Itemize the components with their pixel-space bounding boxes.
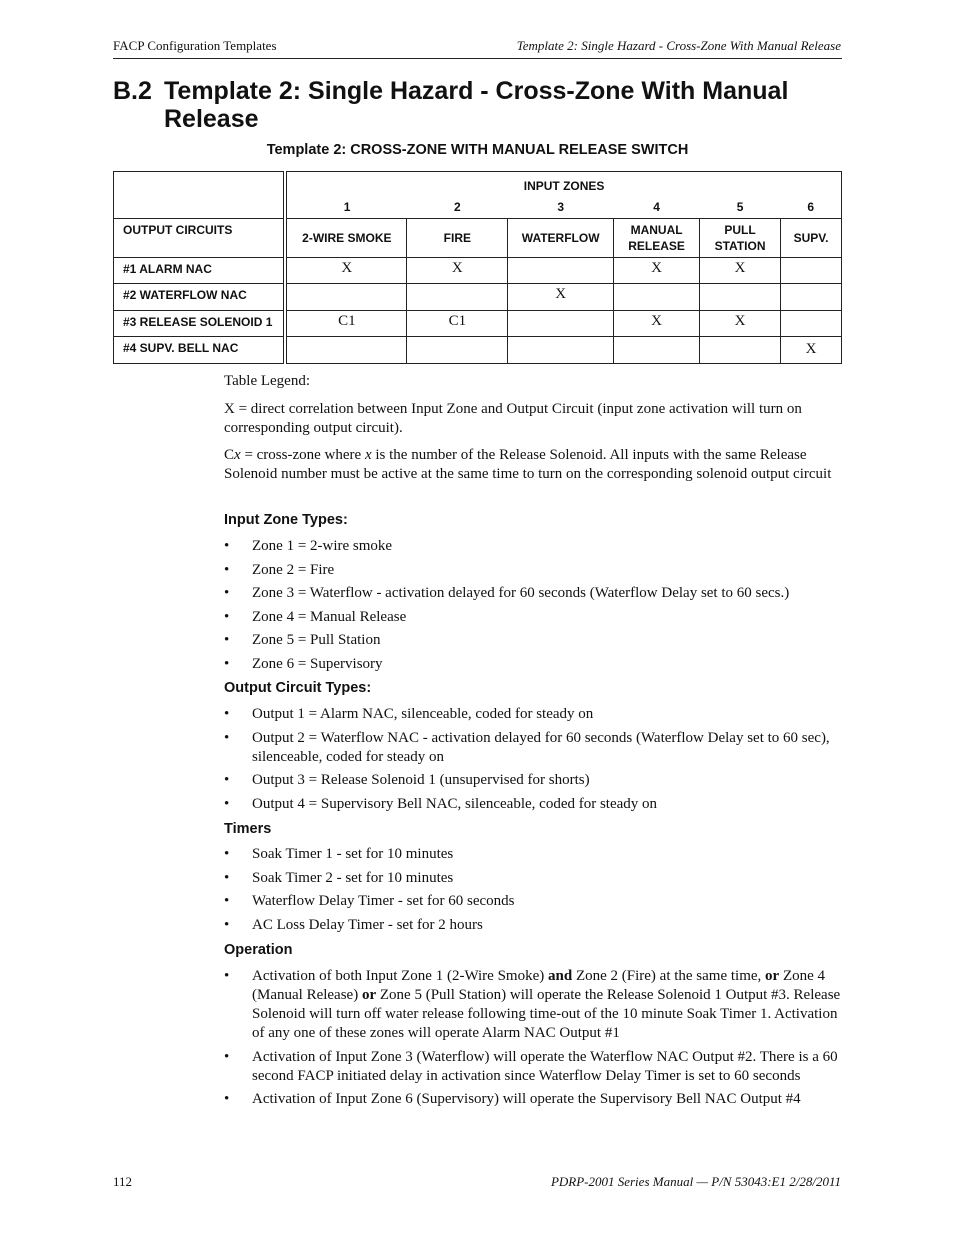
list-item: • Output 3 = Release Solenoid 1 (unsupervised for shorts) xyxy=(224,772,590,788)
list-item: • Zone 6 = Supervisory xyxy=(224,655,383,672)
table-row xyxy=(114,258,842,284)
table-cell: C1 xyxy=(407,311,508,337)
table-cell xyxy=(508,258,614,284)
list-item: • Soak Timer 1 - set for 10 minutes xyxy=(224,846,454,862)
table-row xyxy=(114,337,842,364)
running-header-left: FACP Configuration Templates xyxy=(113,38,277,53)
table-cell: X xyxy=(614,311,700,337)
zone-number: 4 xyxy=(614,196,700,219)
output-circuits-heading: OUTPUT CIRCUITS xyxy=(114,219,286,258)
table-caption: Template 2: CROSS-ZONE WITH MANUAL RELEASE SWITCH xyxy=(266,142,689,158)
operation-list xyxy=(224,967,844,1114)
table-cell: X xyxy=(614,258,700,284)
page-number: 112 xyxy=(113,1174,133,1189)
output-circuit-types-heading: Output Circuit Types: xyxy=(224,680,372,696)
zone-name: MANUAL RELEASE xyxy=(614,219,700,258)
corner-cell xyxy=(114,196,286,219)
output-circuit-label: #4 SUPV. BELL NAC xyxy=(114,337,286,364)
output-circuit-types-list xyxy=(224,705,844,818)
table-cell xyxy=(700,337,781,364)
zone-name: WATERFLOW xyxy=(508,219,614,258)
zone-name-row xyxy=(114,219,842,258)
zone-number: 3 xyxy=(508,196,614,219)
list-item: • Zone 2 = Fire xyxy=(224,561,335,578)
list-item: • Output 1 = Alarm NAC, silenceable, coded for steady on xyxy=(224,706,594,722)
table-cell xyxy=(407,337,508,364)
operation-heading: Operation xyxy=(224,942,293,958)
running-header-right: Template 2: Single Hazard - Cross-Zone With Manual Release xyxy=(516,38,841,53)
configuration-table xyxy=(113,171,842,364)
table-header-row xyxy=(114,172,842,196)
section-number: B.2 xyxy=(113,77,152,105)
list-item: • Zone 5 = Pull Station xyxy=(224,632,381,648)
list-item: • Activation of both Input Zone 1 (2-Wire Smoke) and Zone 2 (Fire) at the same time, or Zone 4 (Manual Release) or Zone 5 (Pull Station) will operate the Release Solenoid 1 Output #3. Release Solenoid will turn off water release following time-out of the 10 minute Soak Timer 1. Activation of any one of these zones will operate Alarm NAC Output #1 xyxy=(224,968,841,1041)
timers-heading: Timers xyxy=(224,821,272,837)
output-circuit-label: #2 WATERFLOW NAC xyxy=(114,284,286,311)
table-cell: X xyxy=(700,311,781,337)
table-cell xyxy=(781,284,842,311)
zone-number: 6 xyxy=(781,196,842,219)
table-cell: X xyxy=(508,284,614,311)
table-cell xyxy=(508,337,614,364)
list-item: • Waterflow Delay Timer - set for 60 seconds xyxy=(224,893,515,909)
input-zone-types-list xyxy=(224,537,844,678)
legend-cx-definition: Cx = cross-zone where x is the number of the Release Solenoid. All inputs with the same Release Solenoid number must be active at the same time to turn on the corresponding solenoid output circuit xyxy=(224,447,832,482)
zone-number: 1 xyxy=(285,196,407,219)
zone-name: 2-WIRE SMOKE xyxy=(285,219,407,258)
zone-name: PULL STATION xyxy=(700,219,781,258)
list-item: • Activation of Input Zone 6 (Supervisory) will operate the Supervisory Bell NAC Output #4 xyxy=(224,1091,801,1107)
input-zone-types-heading: Input Zone Types: xyxy=(224,512,348,528)
zone-number: 5 xyxy=(700,196,781,219)
table-cell xyxy=(285,337,407,364)
table-cell: X xyxy=(285,258,407,284)
legend-title: Table Legend: xyxy=(224,373,310,389)
header-rule xyxy=(113,58,842,59)
table-cell: C1 xyxy=(285,311,407,337)
table-row xyxy=(114,311,842,337)
zone-number: 2 xyxy=(407,196,508,219)
output-circuit-label: #1 ALARM NAC xyxy=(114,258,286,284)
table-cell xyxy=(700,284,781,311)
corner-cell xyxy=(114,172,286,196)
table-cell: X xyxy=(700,258,781,284)
zone-name: FIRE xyxy=(407,219,508,258)
table-cell xyxy=(285,284,407,311)
running-footer: PDRP-2001 Series Manual — P/N 53043:E1 2/28/2011 xyxy=(550,1174,841,1189)
zone-name: SUPV. xyxy=(781,219,842,258)
list-item: • Zone 4 = Manual Release xyxy=(224,608,407,625)
table-row xyxy=(114,284,842,311)
list-item: • Activation of Input Zone 3 (Waterflow) will operate the Waterflow NAC Output #2. There is a 60 second FACP initiated delay in activation since Waterflow Delay Timer is set to 60 seconds xyxy=(224,1048,838,1084)
table-cell xyxy=(781,311,842,337)
table-cell xyxy=(508,311,614,337)
output-circuit-label: #3 RELEASE SOLENOID 1 xyxy=(114,311,286,337)
list-item: • AC Loss Delay Timer - set for 2 hours xyxy=(224,916,483,933)
table-cell xyxy=(614,284,700,311)
table-cell xyxy=(614,337,700,364)
list-item: • Zone 1 = 2-wire smoke xyxy=(224,538,393,554)
list-item: • Output 2 = Waterflow NAC - activation delayed for 60 seconds (Waterflow Delay set to 60 sec), silenceable, coded for steady on xyxy=(224,729,830,765)
timers-list xyxy=(224,845,844,939)
section-title-text: Template 2: Single Hazard - Cross-Zone With Manual Release xyxy=(164,77,789,133)
table-cell xyxy=(781,258,842,284)
list-item: • Output 4 = Supervisory Bell NAC, silenceable, coded for steady on xyxy=(224,795,658,812)
zone-number-row xyxy=(114,196,842,219)
input-zones-heading: INPUT ZONES xyxy=(285,172,841,196)
legend-x-definition: X = direct correlation between Input Zone and Output Circuit (input zone activation will turn on corresponding output circuit). xyxy=(224,401,802,436)
list-item: • Zone 3 = Waterflow - activation delayed for 60 seconds (Waterflow Delay set to 60 secs.) xyxy=(224,585,790,601)
table-cell: X xyxy=(407,258,508,284)
table-cell xyxy=(407,284,508,311)
table-cell: X xyxy=(781,337,842,364)
list-item: • Soak Timer 2 - set for 10 minutes xyxy=(224,869,454,886)
